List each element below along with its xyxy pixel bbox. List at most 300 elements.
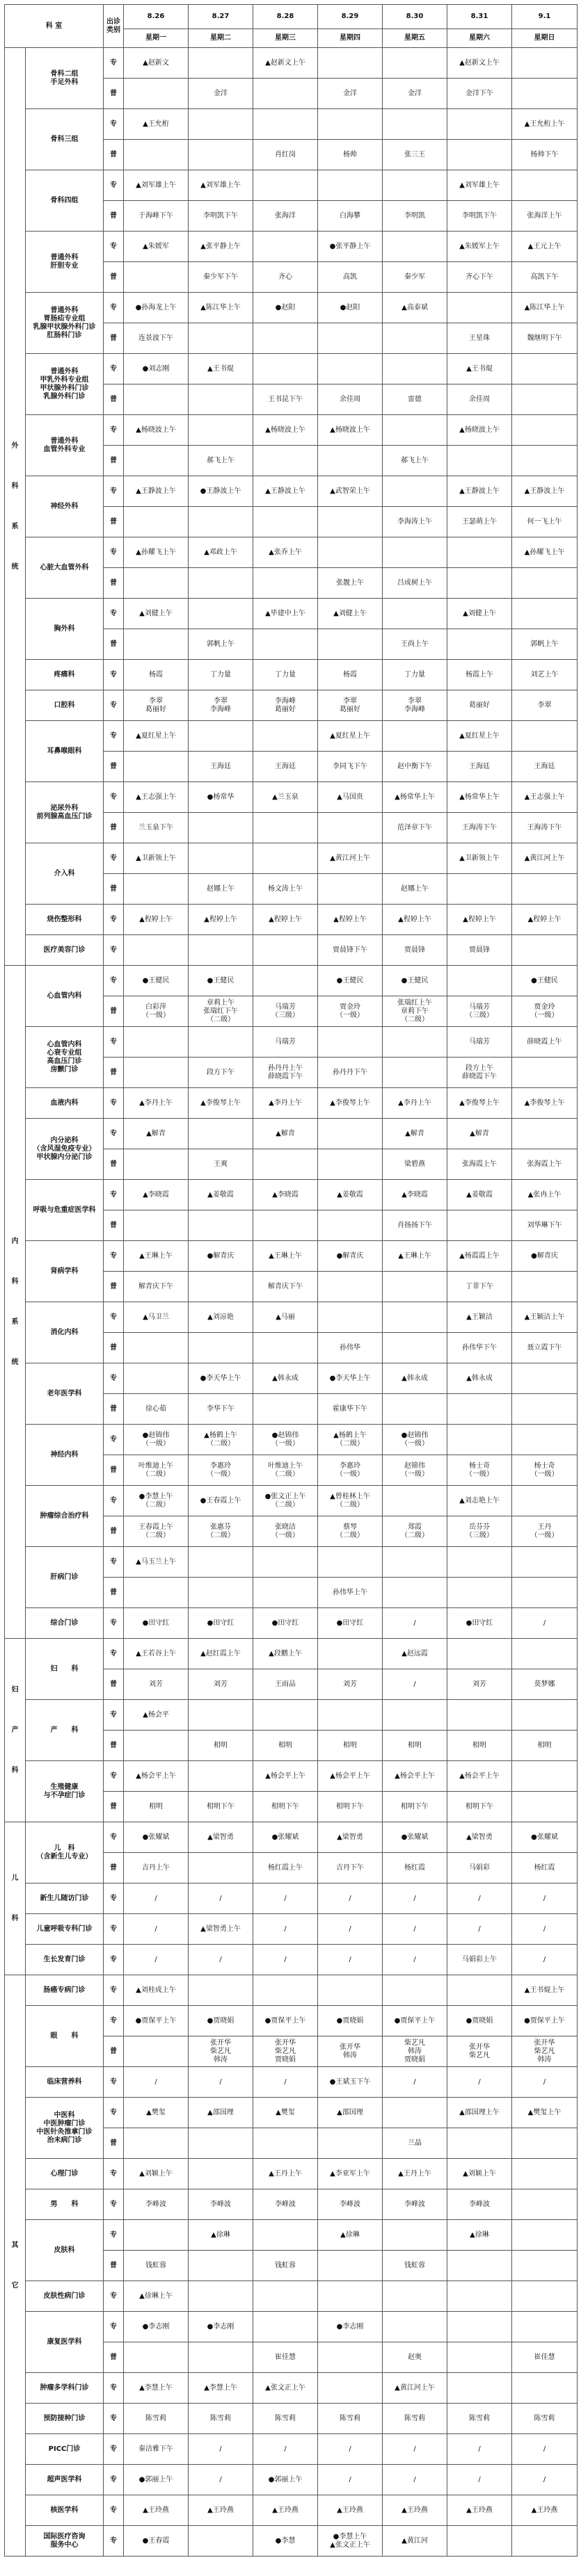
- schedule-row: [5, 1884, 578, 1914]
- doctor-cell: ▲夏红星上午: [447, 721, 512, 752]
- doctor-cell: ▲马玉兰上午: [124, 1547, 189, 1578]
- visit-type: 专: [104, 1700, 124, 1731]
- department-name: 普通外科 肝胆专业: [26, 232, 104, 293]
- doctor-cell: [447, 537, 512, 568]
- doctor-cell: ▲王玲燕: [512, 2495, 578, 2526]
- doctor-cell: 吕成树上午: [383, 568, 447, 599]
- doctor-cell: [383, 323, 447, 354]
- doctor-cell: 杨红霞上午: [253, 1853, 318, 1884]
- doctor-cell: ▲赵红霞上午: [189, 1639, 253, 1669]
- doctor-cell: ▲卫新领上午: [447, 843, 512, 874]
- doctor-cell: ●张耀斌: [124, 1822, 189, 1853]
- doctor-cell: 张瑞红上午 章莉下午 （二级）: [383, 996, 447, 1027]
- doctor-cell: [124, 446, 189, 476]
- doctor-cell: ▲张乔上午: [253, 537, 318, 568]
- doctor-cell: ▲樊玺上午: [512, 2098, 578, 2128]
- doctor-cell: ●田守红: [189, 1608, 253, 1639]
- doctor-cell: 杨红霞: [383, 1853, 447, 1884]
- doctor-cell: [253, 2220, 318, 2251]
- doctor-cell: 杨帅下午: [512, 140, 578, 170]
- doctor-cell: [512, 48, 578, 79]
- doctor-cell: [512, 1547, 578, 1578]
- doctor-cell: ▲李俊琴上午: [447, 1088, 512, 1119]
- doctor-cell: [383, 2312, 447, 2342]
- schedule-row: [5, 1547, 578, 1578]
- doctor-cell: [124, 1578, 189, 1608]
- doctor-cell: 齐心: [253, 262, 318, 293]
- doctor-cell: 杨霞: [124, 660, 189, 690]
- doctor-cell: [383, 476, 447, 507]
- visit-type: 普: [104, 1455, 124, 1486]
- schedule-row: [5, 1425, 578, 1455]
- doctor-cell: 王海廷: [189, 752, 253, 782]
- schedule-row: [5, 2189, 578, 2220]
- schedule-row: [5, 2434, 578, 2465]
- doctor-cell: 王海涛下午: [447, 813, 512, 843]
- doctor-cell: ▲王书焜: [447, 354, 512, 384]
- schedule-row: [5, 537, 578, 568]
- department-name: 介入科: [26, 843, 104, 905]
- doctor-cell: ▲赵远霞: [383, 1639, 447, 1669]
- visit-type: 普: [104, 507, 124, 537]
- doctor-cell: ▲陈江华上午: [189, 293, 253, 323]
- doctor-cell: ▲刘健上午: [447, 599, 512, 629]
- department-name: 呼吸与危重症医学科: [26, 1180, 104, 1241]
- doctor-cell: 杨士奇 （一级）: [512, 1455, 578, 1486]
- doctor-cell: [383, 1547, 447, 1578]
- doctor-cell: /: [512, 1914, 578, 1945]
- doctor-cell: [253, 1149, 318, 1180]
- doctor-cell: ▲程婷上午: [253, 905, 318, 935]
- doctor-cell: [189, 1272, 253, 1302]
- doctor-cell: ▲夏红星上午: [318, 721, 383, 752]
- doctor-cell: ▲王颖洁上午: [512, 1302, 578, 1333]
- department-name: 皮肤性病门诊: [26, 2281, 104, 2312]
- doctor-cell: ▲王若谷上午: [124, 1639, 189, 1669]
- doctor-cell: 相明: [447, 1731, 512, 1761]
- doctor-cell: /: [189, 1884, 253, 1914]
- doctor-cell: 刘芳: [124, 1669, 189, 1700]
- doctor-cell: 葛丽好: [447, 690, 512, 721]
- doctor-cell: ▲邓政上午: [189, 537, 253, 568]
- doctor-cell: [124, 507, 189, 537]
- doctor-cell: ▲赵新文上午: [447, 48, 512, 79]
- doctor-cell: 张开华 柴艺凡 韩涛: [512, 2036, 578, 2067]
- doctor-cell: ▲姜敬霞: [189, 1180, 253, 1210]
- doctor-cell: [318, 2342, 383, 2373]
- doctor-cell: ▲李晓霞: [124, 1180, 189, 1210]
- schedule-row: [5, 109, 578, 140]
- category-label: 妇 产 科: [5, 1639, 26, 1822]
- visit-type: 专: [104, 843, 124, 874]
- visit-type: 普: [104, 2251, 124, 2281]
- doctor-cell: ▲杨鹤上午 （二级）: [189, 1425, 253, 1455]
- department-name: 肿瘤多学科门诊: [26, 2373, 104, 2404]
- doctor-cell: ●解青庆: [318, 1241, 383, 1272]
- doctor-cell: ▲刘志艳上午: [447, 1486, 512, 1516]
- doctor-cell: [124, 79, 189, 109]
- doctor-cell: ●赵锦伟 （一级）: [383, 1425, 447, 1455]
- doctor-cell: /: [318, 1945, 383, 1975]
- doctor-cell: 贾晨锋下午: [318, 935, 383, 966]
- doctor-cell: 金洋: [189, 79, 253, 109]
- doctor-cell: 白海攀: [318, 201, 383, 232]
- doctor-cell: ▲杨会平上午: [318, 1761, 383, 1792]
- doctor-cell: ▲刘凉艳: [189, 1302, 253, 1333]
- visit-type: 专: [104, 2526, 124, 2557]
- doctor-cell: 李惠玲 （一级）: [189, 1455, 253, 1486]
- doctor-cell: [318, 1547, 383, 1578]
- visit-type: 普: [104, 813, 124, 843]
- doctor-cell: 相明下午: [189, 1792, 253, 1822]
- doctor-cell: ●贾晓娟: [189, 2006, 253, 2036]
- doctor-cell: [447, 2526, 512, 2557]
- doctor-cell: 陈雪莉: [124, 2404, 189, 2434]
- doctor-cell: 贾晨锋: [447, 935, 512, 966]
- schedule-row: [5, 415, 578, 446]
- department-name: 耳鼻喉眼科: [26, 721, 104, 782]
- doctor-cell: [124, 568, 189, 599]
- doctor-cell: ▲程婷上午: [512, 905, 578, 935]
- doctor-cell: [512, 1394, 578, 1425]
- doctor-cell: ●贾晓娟: [318, 2006, 383, 2036]
- doctor-cell: ▲徐琳: [318, 2220, 383, 2251]
- doctor-cell: /: [189, 2067, 253, 2098]
- visit-type: 专: [104, 782, 124, 813]
- visit-type: 专: [104, 2281, 124, 2312]
- visit-type: 专: [104, 476, 124, 507]
- doctor-cell: ●贾保平上午: [383, 2006, 447, 2036]
- schedule-row: [5, 1975, 578, 2006]
- doctor-cell: ▲韩永成: [447, 1363, 512, 1394]
- doctor-cell: /: [253, 1914, 318, 1945]
- visit-type: 专: [104, 599, 124, 629]
- doctor-cell: 郭帆上午: [512, 629, 578, 660]
- doctor-cell: ▲王玲燕: [124, 2495, 189, 2526]
- department-name: 肝病门诊: [26, 1547, 104, 1608]
- date-header-row: [5, 5, 578, 29]
- category-label: 其 它: [5, 1975, 26, 2557]
- doctor-cell: [253, 323, 318, 354]
- schedule-row: [5, 599, 578, 629]
- doctor-cell: 肖扬扬下午: [383, 1210, 447, 1241]
- department-name: 烧伤整形科: [26, 905, 104, 935]
- doctor-cell: 李明凯下午: [447, 201, 512, 232]
- schedule-row: [5, 2373, 578, 2404]
- doctor-cell: 钱虹蓉: [383, 2251, 447, 2281]
- doctor-cell: ▲李丹上午: [383, 1088, 447, 1119]
- weekday-cell: 星期四: [318, 29, 383, 48]
- visit-type: 普: [104, 1853, 124, 1884]
- doctor-cell: ▲刘颖上午: [447, 2159, 512, 2189]
- department-name: 血液内科: [26, 1088, 104, 1119]
- doctor-cell: ▲杨会平上午: [383, 1761, 447, 1792]
- doctor-cell: [124, 629, 189, 660]
- doctor-cell: 吉丹下午: [318, 1853, 383, 1884]
- doctor-cell: [383, 2220, 447, 2251]
- doctor-cell: [253, 170, 318, 201]
- doctor-cell: [447, 1394, 512, 1425]
- doctor-cell: ▲解青: [124, 1119, 189, 1149]
- doctor-cell: [318, 1975, 383, 2006]
- schedule-row: [5, 1761, 578, 1792]
- doctor-cell: ●田守红: [124, 1608, 189, 1639]
- doctor-cell: 杨霞: [318, 660, 383, 690]
- doctor-cell: [189, 2526, 253, 2557]
- doctor-cell: ●王静波上午: [189, 476, 253, 507]
- doctor-cell: ▲杨晓波上午: [124, 415, 189, 446]
- doctor-cell: [253, 1975, 318, 2006]
- doctor-cell: [253, 1210, 318, 1241]
- doctor-cell: 赵娜上午: [383, 874, 447, 905]
- doctor-cell: [189, 2251, 253, 2281]
- doctor-cell: [512, 446, 578, 476]
- visit-type: 普: [104, 79, 124, 109]
- visit-type: 专: [104, 2006, 124, 2036]
- doctor-cell: [512, 935, 578, 966]
- doctor-cell: 薛晓霞上午: [512, 1027, 578, 1058]
- visit-type: 专: [104, 1639, 124, 1669]
- doctor-cell: 李惠玲 （一级）: [318, 1455, 383, 1486]
- date-cell: 8.31: [447, 5, 512, 29]
- department-name: 儿童呼吸专科门诊: [26, 1914, 104, 1945]
- schedule-row: [5, 1822, 578, 1853]
- doctor-cell: [512, 2373, 578, 2404]
- doctor-cell: 白彩萍 （一级）: [124, 996, 189, 1027]
- doctor-cell: [447, 629, 512, 660]
- doctor-cell: [318, 1149, 383, 1180]
- doctor-cell: ▲梁智勇: [447, 1822, 512, 1853]
- doctor-cell: [124, 140, 189, 170]
- doctor-cell: [512, 1363, 578, 1394]
- doctor-cell: ▲王丹上午: [253, 2159, 318, 2189]
- visit-type: 专: [104, 1180, 124, 1210]
- department-name: 产 科: [26, 1700, 104, 1761]
- doctor-cell: 李峰波: [318, 2189, 383, 2220]
- category-label: 儿 科: [5, 1822, 26, 1975]
- doctor-cell: [512, 79, 578, 109]
- doctor-cell: [318, 2128, 383, 2159]
- doctor-cell: ●郭丽上午: [253, 2465, 318, 2495]
- department-name: PICC门诊: [26, 2434, 104, 2465]
- schedule-row: [5, 1700, 578, 1731]
- doctor-cell: [512, 2526, 578, 2557]
- doctor-cell: 相明: [189, 1731, 253, 1761]
- doctor-cell: ▲解青: [253, 1119, 318, 1149]
- doctor-cell: [447, 568, 512, 599]
- doctor-cell: /: [512, 1608, 578, 1639]
- doctor-cell: ▲李慧上午: [124, 2373, 189, 2404]
- doctor-cell: ▲程婷上午: [447, 905, 512, 935]
- visit-type: 普: [104, 1792, 124, 1822]
- dept-header: 科 室: [5, 5, 104, 48]
- doctor-cell: [189, 323, 253, 354]
- doctor-cell: 孙丹丹上午 薛晓霞下午: [253, 1058, 318, 1088]
- doctor-cell: /: [189, 2465, 253, 2495]
- doctor-cell: [447, 1210, 512, 1241]
- doctor-cell: [253, 232, 318, 262]
- doctor-cell: [318, 813, 383, 843]
- doctor-cell: ●解青庆: [189, 1241, 253, 1272]
- doctor-cell: ▲赵新文上午: [253, 48, 318, 79]
- doctor-cell: ●张耀斌: [512, 1822, 578, 1853]
- doctor-cell: ▲刘颖上午: [124, 2159, 189, 2189]
- doctor-cell: ●王斌玉下午: [318, 2067, 383, 2098]
- doctor-cell: [383, 109, 447, 140]
- doctor-cell: /: [383, 1945, 447, 1975]
- doctor-cell: 段方上午 薛晓霞下午: [447, 1058, 512, 1088]
- doctor-cell: ▲韩永成: [383, 1363, 447, 1394]
- schedule-row: [5, 1945, 578, 1975]
- department-name: 肿瘤综合治疗科: [26, 1486, 104, 1547]
- doctor-cell: [253, 966, 318, 996]
- doctor-cell: ●李天华上午: [318, 1363, 383, 1394]
- doctor-cell: [189, 1700, 253, 1731]
- department-name: 新生儿随访门诊: [26, 1884, 104, 1914]
- doctor-cell: 丁力量: [253, 660, 318, 690]
- doctor-cell: [318, 2281, 383, 2312]
- type-header: 出诊类别: [104, 5, 124, 48]
- doctor-cell: ▲黄江河上午: [512, 843, 578, 874]
- doctor-cell: [253, 109, 318, 140]
- doctor-cell: [189, 1119, 253, 1149]
- doctor-cell: [189, 721, 253, 752]
- doctor-cell: 杨帅: [318, 140, 383, 170]
- doctor-cell: /: [189, 2434, 253, 2465]
- doctor-cell: [124, 1363, 189, 1394]
- department-name: 骨科二组 手足外科: [26, 48, 104, 109]
- doctor-cell: [512, 1119, 578, 1149]
- doctor-cell: ●田守红: [253, 1608, 318, 1639]
- doctor-cell: [512, 2159, 578, 2189]
- doctor-cell: ▲姜敬霞: [318, 1180, 383, 1210]
- doctor-cell: 王海廷: [253, 752, 318, 782]
- doctor-cell: [124, 1058, 189, 1088]
- doctor-cell: 张海洋: [253, 201, 318, 232]
- visit-type: 普: [104, 1578, 124, 1608]
- visit-type: 普: [104, 874, 124, 905]
- schedule-row: [5, 782, 578, 813]
- doctor-cell: [318, 874, 383, 905]
- doctor-cell: /: [253, 1884, 318, 1914]
- doctor-cell: 连景波下午: [124, 323, 189, 354]
- doctor-cell: /: [124, 2067, 189, 2098]
- doctor-cell: [318, 170, 383, 201]
- doctor-cell: [512, 415, 578, 446]
- doctor-cell: ▲梁智勇: [318, 1822, 383, 1853]
- doctor-cell: [318, 446, 383, 476]
- doctor-cell: ▲李俊琴上午: [318, 1088, 383, 1119]
- doctor-cell: [383, 843, 447, 874]
- doctor-cell: ▲武智荣上午: [318, 476, 383, 507]
- department-name: 生殖健康 与不孕症门诊: [26, 1761, 104, 1822]
- doctor-cell: 杨霞上午: [447, 660, 512, 690]
- doctor-cell: [124, 2128, 189, 2159]
- doctor-cell: ▲邵国理上午: [447, 2098, 512, 2128]
- doctor-cell: ▲王志强上午: [512, 782, 578, 813]
- visit-type: 专: [104, 48, 124, 79]
- doctor-cell: ●赵阳: [318, 293, 383, 323]
- doctor-cell: 李翠 葛丽好: [124, 690, 189, 721]
- doctor-cell: ▲张冉上午: [512, 1180, 578, 1210]
- doctor-cell: [253, 79, 318, 109]
- doctor-cell: [512, 1486, 578, 1516]
- visit-type: 普: [104, 568, 124, 599]
- doctor-cell: /: [383, 2465, 447, 2495]
- doctor-cell: [512, 874, 578, 905]
- doctor-cell: ▲程婷上午: [318, 905, 383, 935]
- schedule-row: [5, 2312, 578, 2342]
- doctor-cell: [124, 752, 189, 782]
- schedule-row: [5, 476, 578, 507]
- doctor-cell: 郭帆上午: [189, 629, 253, 660]
- doctor-cell: [318, 1700, 383, 1731]
- doctor-cell: [447, 1700, 512, 1731]
- doctor-cell: [253, 721, 318, 752]
- schedule-row: [5, 1241, 578, 1272]
- visit-type: 专: [104, 1945, 124, 1975]
- department-name: 眼 科: [26, 2006, 104, 2067]
- department-name: 心理门诊: [26, 2159, 104, 2189]
- doctor-cell: [383, 1486, 447, 1516]
- visit-type: 专: [104, 170, 124, 201]
- department-name: 超声医学科: [26, 2465, 104, 2495]
- doctor-cell: 聂立霞下午: [512, 1333, 578, 1363]
- doctor-cell: 齐心下午: [447, 262, 512, 293]
- doctor-cell: 王海廷: [512, 752, 578, 782]
- visit-type: 专: [104, 293, 124, 323]
- doctor-cell: ▲王书焜上午: [512, 1975, 578, 2006]
- doctor-cell: [383, 1058, 447, 1088]
- doctor-cell: ▲王玲燕: [253, 2495, 318, 2526]
- doctor-cell: ▲马丽: [253, 1302, 318, 1333]
- doctor-cell: [447, 874, 512, 905]
- doctor-cell: 李华下午: [189, 1394, 253, 1425]
- schedule-row: [5, 2404, 578, 2434]
- doctor-cell: ●贾晓娟: [447, 2006, 512, 2036]
- department-name: 普通外科 胃肠疝专业组 乳腺甲状腺外科门诊 肛肠科门诊: [26, 293, 104, 354]
- doctor-cell: ▲刘军雄上午: [124, 170, 189, 201]
- doctor-cell: [318, 1272, 383, 1302]
- doctor-cell: 贾金玲 （一级）: [512, 996, 578, 1027]
- doctor-cell: 郝飞上午: [189, 446, 253, 476]
- doctor-cell: [253, 935, 318, 966]
- visit-type: 普: [104, 384, 124, 415]
- schedule-row: [5, 2006, 578, 2036]
- doctor-cell: /: [383, 1608, 447, 1639]
- doctor-cell: 张开华 韩涛: [318, 2036, 383, 2067]
- doctor-cell: ▲杨会平: [124, 1700, 189, 1731]
- schedule-row: [5, 843, 578, 874]
- doctor-cell: 李翠 葛丽好: [318, 690, 383, 721]
- schedule-row: [5, 1914, 578, 1945]
- doctor-cell: [318, 2373, 383, 2404]
- doctor-cell: 解青庆下午: [253, 1272, 318, 1302]
- doctor-cell: 陈雪莉: [383, 2404, 447, 2434]
- doctor-cell: 马瑞芳 （三级）: [447, 996, 512, 1027]
- doctor-cell: ●张耀斌: [383, 1822, 447, 1853]
- weekday-cell: 星期三: [253, 29, 318, 48]
- doctor-cell: [447, 2373, 512, 2404]
- doctor-cell: [383, 1027, 447, 1058]
- doctor-cell: [512, 1058, 578, 1088]
- doctor-cell: ▲樊玺: [124, 2098, 189, 2128]
- doctor-cell: [512, 2312, 578, 2342]
- doctor-cell: ▲孙耀飞上午: [124, 537, 189, 568]
- department-name: 核医学科: [26, 2495, 104, 2526]
- doctor-cell: 陈雪莉: [447, 2404, 512, 2434]
- schedule-row: [5, 2495, 578, 2526]
